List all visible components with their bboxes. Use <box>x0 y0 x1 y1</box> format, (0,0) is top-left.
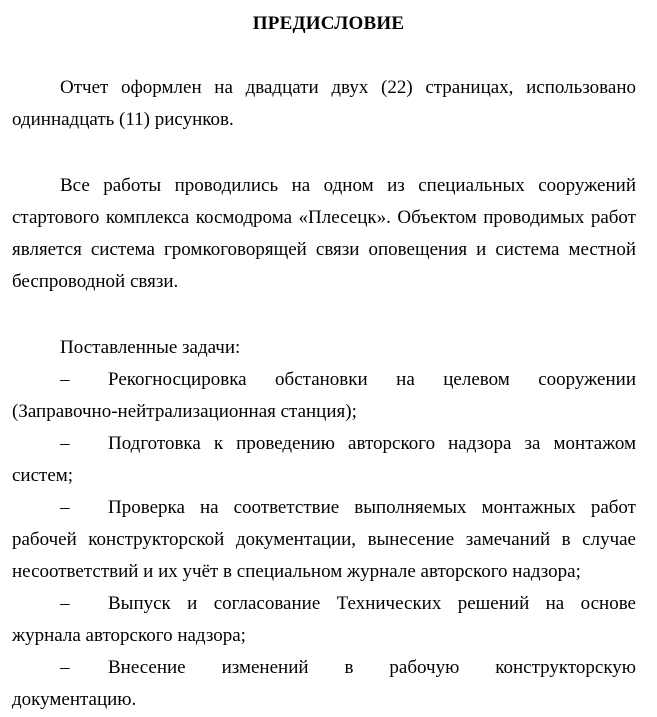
dash-bullet: – <box>60 497 70 518</box>
task-text: Проверка на соответствие выполняемых монтажных работ рабочей конструкторской документации, вынесение замечаний в случае несоответствий и их учёт в специальном журнале авторского надзора; <box>12 497 636 582</box>
dash-bullet: – <box>60 657 70 678</box>
list-item <box>12 588 636 652</box>
page-title: ПРЕДИСЛОВИЕ <box>252 13 405 34</box>
list-item <box>12 652 636 716</box>
dash-bullet: – <box>60 369 70 390</box>
task-text: Подготовка к проведению авторского надзора за монтажом систем; <box>12 433 636 486</box>
task-list <box>12 364 636 716</box>
list-item <box>12 492 636 588</box>
tasks-heading: Поставленные задачи: <box>60 337 241 358</box>
task-text: Внесение изменений в рабочую конструкторскую документацию. <box>12 657 636 710</box>
task-text: Рекогносцировка обстановки на целевом сооружении (Заправочно-нейтрализационная станция); <box>12 369 636 422</box>
paragraph-report-info: Отчет оформлен на двадцати двух (22) страницах, использовано одиннадцать (11) рисунков. <box>12 77 636 130</box>
dash-bullet: – <box>60 433 70 454</box>
list-item <box>12 364 636 428</box>
dash-bullet: – <box>60 593 70 614</box>
paragraph-object-description: Все работы проводились на одном из специальных сооружений стартового комплекса космодрома «Плесецк». Объектом проводимых работ является система громкоговорящей связи оповещения и система местной беспроводной связи. <box>12 175 636 292</box>
task-text: Выпуск и согласование Технических решений на основе журнала авторского надзора; <box>12 593 636 646</box>
list-item <box>12 428 636 492</box>
